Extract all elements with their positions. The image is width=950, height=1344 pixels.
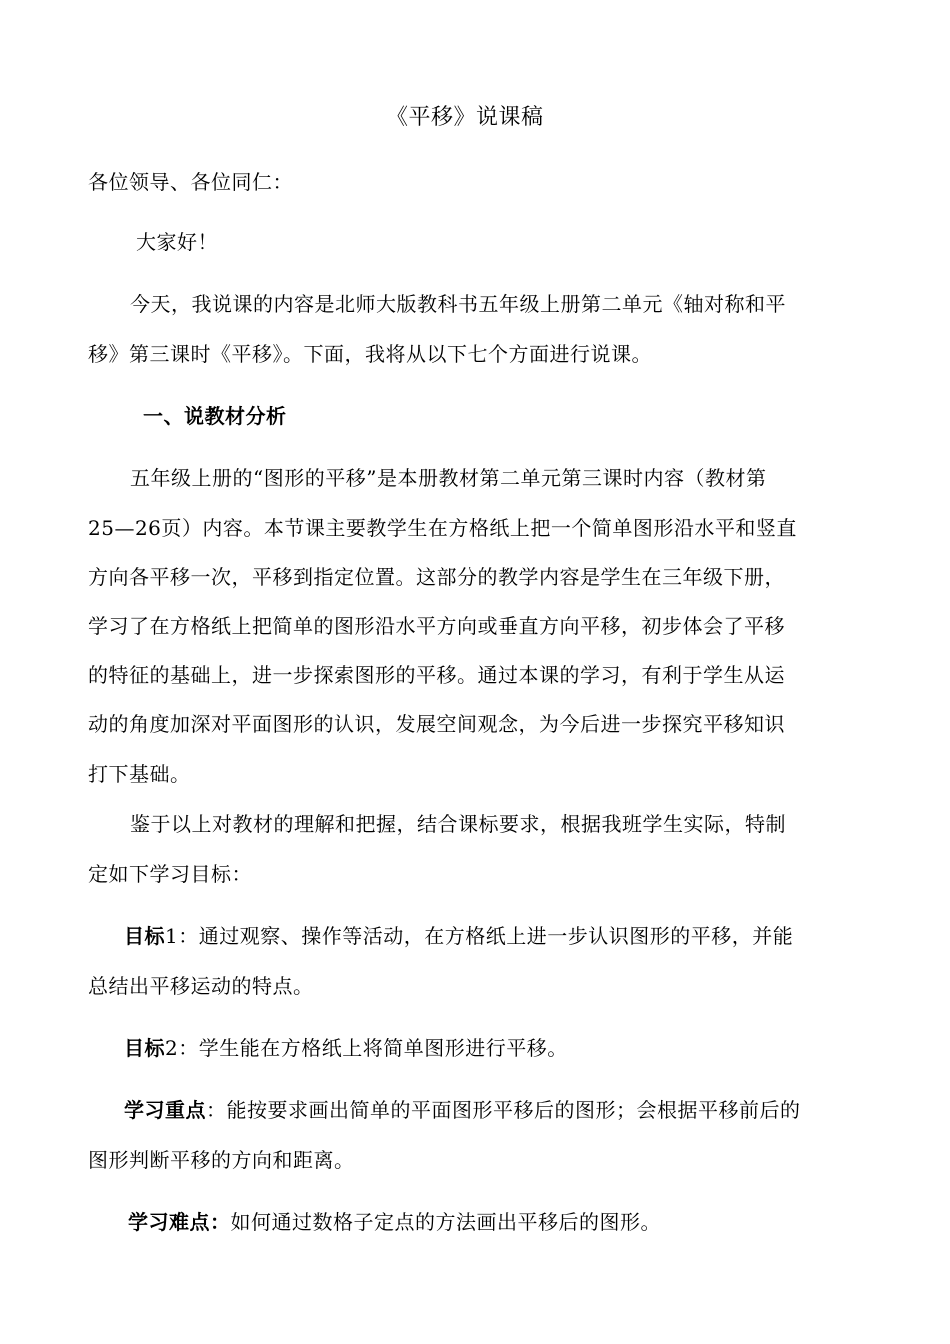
analysis-line-1: 五年级上册的“图形的平移”是本册教材第二单元第三课时内容（教材第 bbox=[130, 466, 767, 490]
section-heading-teaching-material: 一、说教材分析 bbox=[143, 404, 287, 428]
goal-1-text: 通过观察、操作等活动，在方格纸上进一步认识图形的平移，并能 bbox=[198, 924, 794, 948]
key-point-colon: ： bbox=[206, 1098, 227, 1122]
analysis-line-5: 的特征的基础上，进一步探索图形的平移。通过本课的学习，有利于学生从运 bbox=[88, 663, 785, 687]
intro-line-1: 今天，我说课的内容是北师大版教科书五年级上册第二单元《轴对称和平 bbox=[130, 292, 786, 316]
difficulty-label: 学习难点： bbox=[128, 1210, 231, 1234]
goal-1-label: 目标 bbox=[124, 924, 165, 948]
analysis-line-7: 打下基础。 bbox=[88, 762, 191, 786]
goal-1-line-1 bbox=[124, 924, 793, 948]
goal-2 bbox=[124, 1036, 568, 1060]
goal-1-line-2: 总结出平移运动的特点。 bbox=[88, 974, 314, 998]
goal-1-number: 1： bbox=[165, 924, 199, 948]
goal-2-number: 2： bbox=[165, 1036, 199, 1060]
objectives-intro-line-2: 定如下学习目标： bbox=[88, 862, 252, 886]
analysis-line-3: 方向各平移一次，平移到指定位置。这部分的教学内容是学生在三年级下册， bbox=[88, 565, 785, 589]
document-title: 《平移》说课稿 bbox=[386, 105, 544, 130]
key-point-line-2: 图形判断平移的方向和距离。 bbox=[88, 1148, 355, 1172]
difficulty-text: 如何通过数格子定点的方法画出平移后的图形。 bbox=[230, 1210, 661, 1234]
analysis-line-6: 动的角度加深对平面图形的认识，发展空间观念，为今后进一步探究平移知识 bbox=[88, 712, 785, 736]
salutation: 各位领导、各位同仁： bbox=[88, 170, 293, 194]
greeting: 大家好！ bbox=[136, 230, 218, 254]
analysis-line-2: 25—26页）内容。本节课主要教学生在方格纸上把一个简单图形沿水平和竖直 bbox=[88, 516, 797, 540]
key-point-line-1 bbox=[124, 1098, 801, 1122]
key-point-text: 能按要求画出简单的平面图形平移后的图形；会根据平移前后的 bbox=[226, 1098, 801, 1122]
key-point-label: 学习重点 bbox=[124, 1098, 206, 1122]
objectives-intro-line-1: 鉴于以上对教材的理解和把握，结合课标要求，根据我班学生实际，特制 bbox=[130, 812, 786, 836]
goal-2-label: 目标 bbox=[124, 1036, 165, 1060]
analysis-line-4: 学习了在方格纸上把简单的图形沿水平方向或垂直方向平移，初步体会了平移 bbox=[88, 614, 785, 638]
difficulty-line bbox=[128, 1210, 661, 1234]
intro-line-2: 移》第三课时《平移》。下面，我将从以下七个方面进行说课。 bbox=[88, 342, 652, 366]
goal-2-text: 学生能在方格纸上将简单图形进行平移。 bbox=[198, 1036, 568, 1060]
